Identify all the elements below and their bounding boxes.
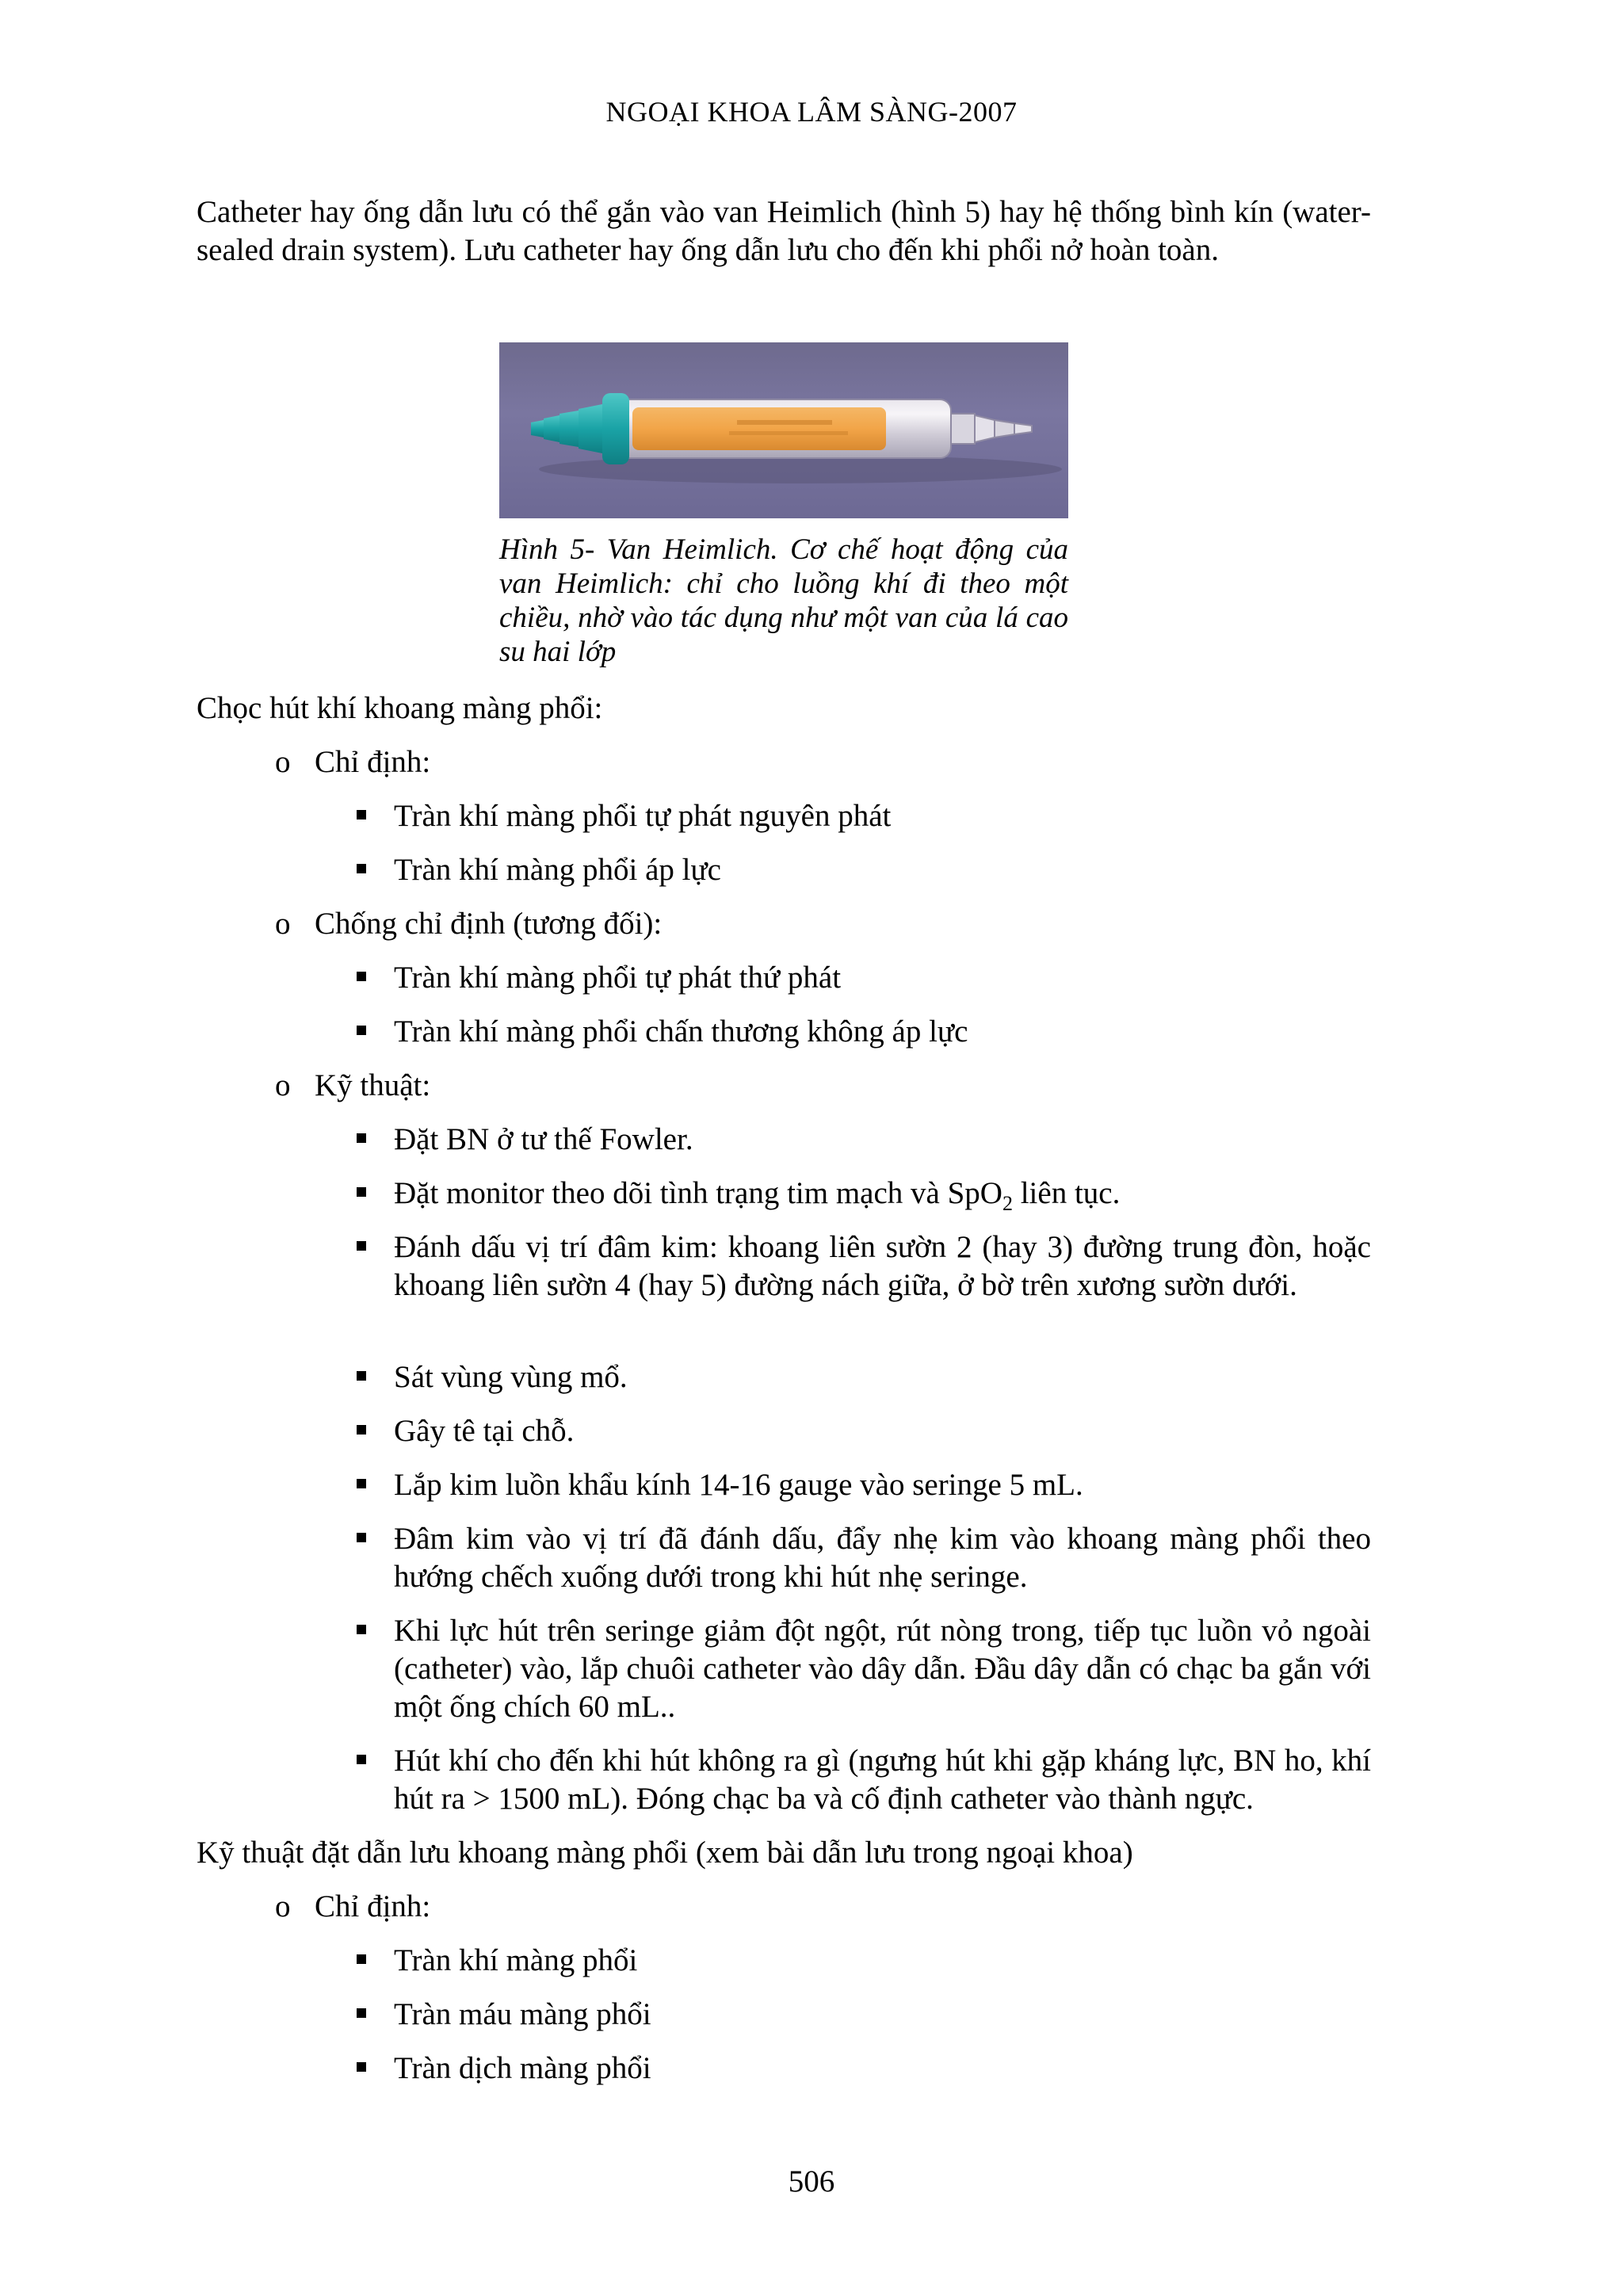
section1-technique-label: Kỹ thuật: <box>315 1068 431 1102</box>
section2-indication-item: Tràn khí màng phổi <box>394 1943 638 1977</box>
section1-indication-item: Tràn khí màng phổi tự phát nguyên phát <box>394 799 892 833</box>
bullet-circle: o <box>275 1068 291 1102</box>
figure-caption: Hình 5- Van Heimlich. Cơ chế hoạt động của van Heimlich: chỉ cho luồng khí đi theo một chiều, nhờ vào tác dụng như một van của lá cao su hai lớp <box>499 533 1068 668</box>
spo2-subscript: 2 <box>1002 1191 1013 1215</box>
bullet-square <box>357 864 366 873</box>
technique-item: Đánh dấu vị trí đâm kim: khoang liên sườn 2 (hay 3) đường trung đòn, hoặc khoang liên sườn 4 (hay 5) đường nách giữa, ở bờ trên xương sườn dưới. <box>394 1230 1371 1302</box>
intro-paragraph: Catheter hay ống dẫn lưu có thể gắn vào van Heimlich (hình 5) hay hệ thống bình kín (water-sealed drain system). Lưu catheter hay ống dẫn lưu cho đến khi phổi nở hoàn toàn. <box>197 195 1371 267</box>
heimlich-valve-illustration <box>499 342 1068 518</box>
section2-indication-item: Tràn dịch màng phổi <box>394 2051 651 2085</box>
bullet-square <box>357 1425 366 1435</box>
technique-item: Đặt BN ở tư thế Fowler. <box>394 1122 693 1156</box>
bullet-square <box>357 810 366 819</box>
bullet-circle: o <box>275 907 291 941</box>
bullet-square <box>357 1533 366 1542</box>
section1-contra-item: Tràn khí màng phổi tự phát thứ phát <box>394 961 842 995</box>
heimlich-valve-photo <box>499 342 1068 518</box>
bullet-circle: o <box>275 1889 291 1924</box>
bullet-square <box>357 1371 366 1381</box>
technique-item: Khi lực hút trên seringe giảm đột ngột, rút nòng trong, tiếp tục luồn vỏ ngoài (catheter) vào, lắp chuôi catheter vào dây dẫn. Đầu dây dẫn có chạc ba gắn với một ống chích 60 mL.. <box>394 1614 1371 1724</box>
technique-item: Sát vùng vùng mổ. <box>394 1360 628 1394</box>
bullet-square <box>357 1026 366 1035</box>
section1-contra-item: Tràn khí màng phổi chấn thương không áp lực <box>394 1014 968 1049</box>
technique-item-spo2 <box>394 1175 1371 1223</box>
section2-title: Kỹ thuật đặt dẫn lưu khoang màng phổi (xem bài dẫn lưu trong ngoại khoa) <box>197 1836 1133 1870</box>
technique-item: Lắp kim luồn khẩu kính 14-16 gauge vào seringe 5 mL. <box>394 1468 1083 1502</box>
bullet-square <box>357 1241 366 1251</box>
section1-indications-label: Chỉ định: <box>315 745 431 779</box>
bullet-square <box>357 2008 366 2018</box>
bullet-square <box>357 1954 366 1964</box>
section2-indications-label: Chỉ định: <box>315 1889 431 1924</box>
bullet-square <box>357 1755 366 1764</box>
bullet-square <box>357 1187 366 1197</box>
section1-indication-item: Tràn khí màng phổi áp lực <box>394 853 721 887</box>
section2-indication-item: Tràn máu màng phổi <box>394 1997 651 2031</box>
technique-item: Gây tê tại chỗ. <box>394 1414 575 1448</box>
technique-item-text: Đặt monitor theo dõi tình trạng tim mạch và SpO <box>394 1176 1002 1210</box>
page-number: 506 <box>788 2164 835 2199</box>
running-header: NGOẠI KHOA LÂM SÀNG-2007 <box>605 96 1018 128</box>
technique-item-tail: liên tục. <box>1012 1176 1121 1210</box>
section1-title: Chọc hút khí khoang màng phổi: <box>197 691 603 725</box>
bullet-square <box>357 2062 366 2072</box>
bullet-square <box>357 1625 366 1634</box>
section1-contra-label: Chống chỉ định (tương đối): <box>315 907 663 941</box>
technique-item: Hút khí cho đến khi hút không ra gì (ngưng hút khi gặp kháng lực, BN ho, khí hút ra > 1500 mL). Đóng chạc ba và cố định catheter vào thành ngực. <box>394 1744 1371 1816</box>
bullet-circle: o <box>275 745 291 779</box>
technique-item: Đâm kim vào vị trí đã đánh dấu, đẩy nhẹ kim vào khoang màng phổi theo hướng chếch xuống dưới trong khi hút nhẹ seringe. <box>394 1522 1371 1594</box>
bullet-square <box>357 1479 366 1488</box>
bullet-square <box>357 1133 366 1143</box>
bullet-square <box>357 972 366 981</box>
